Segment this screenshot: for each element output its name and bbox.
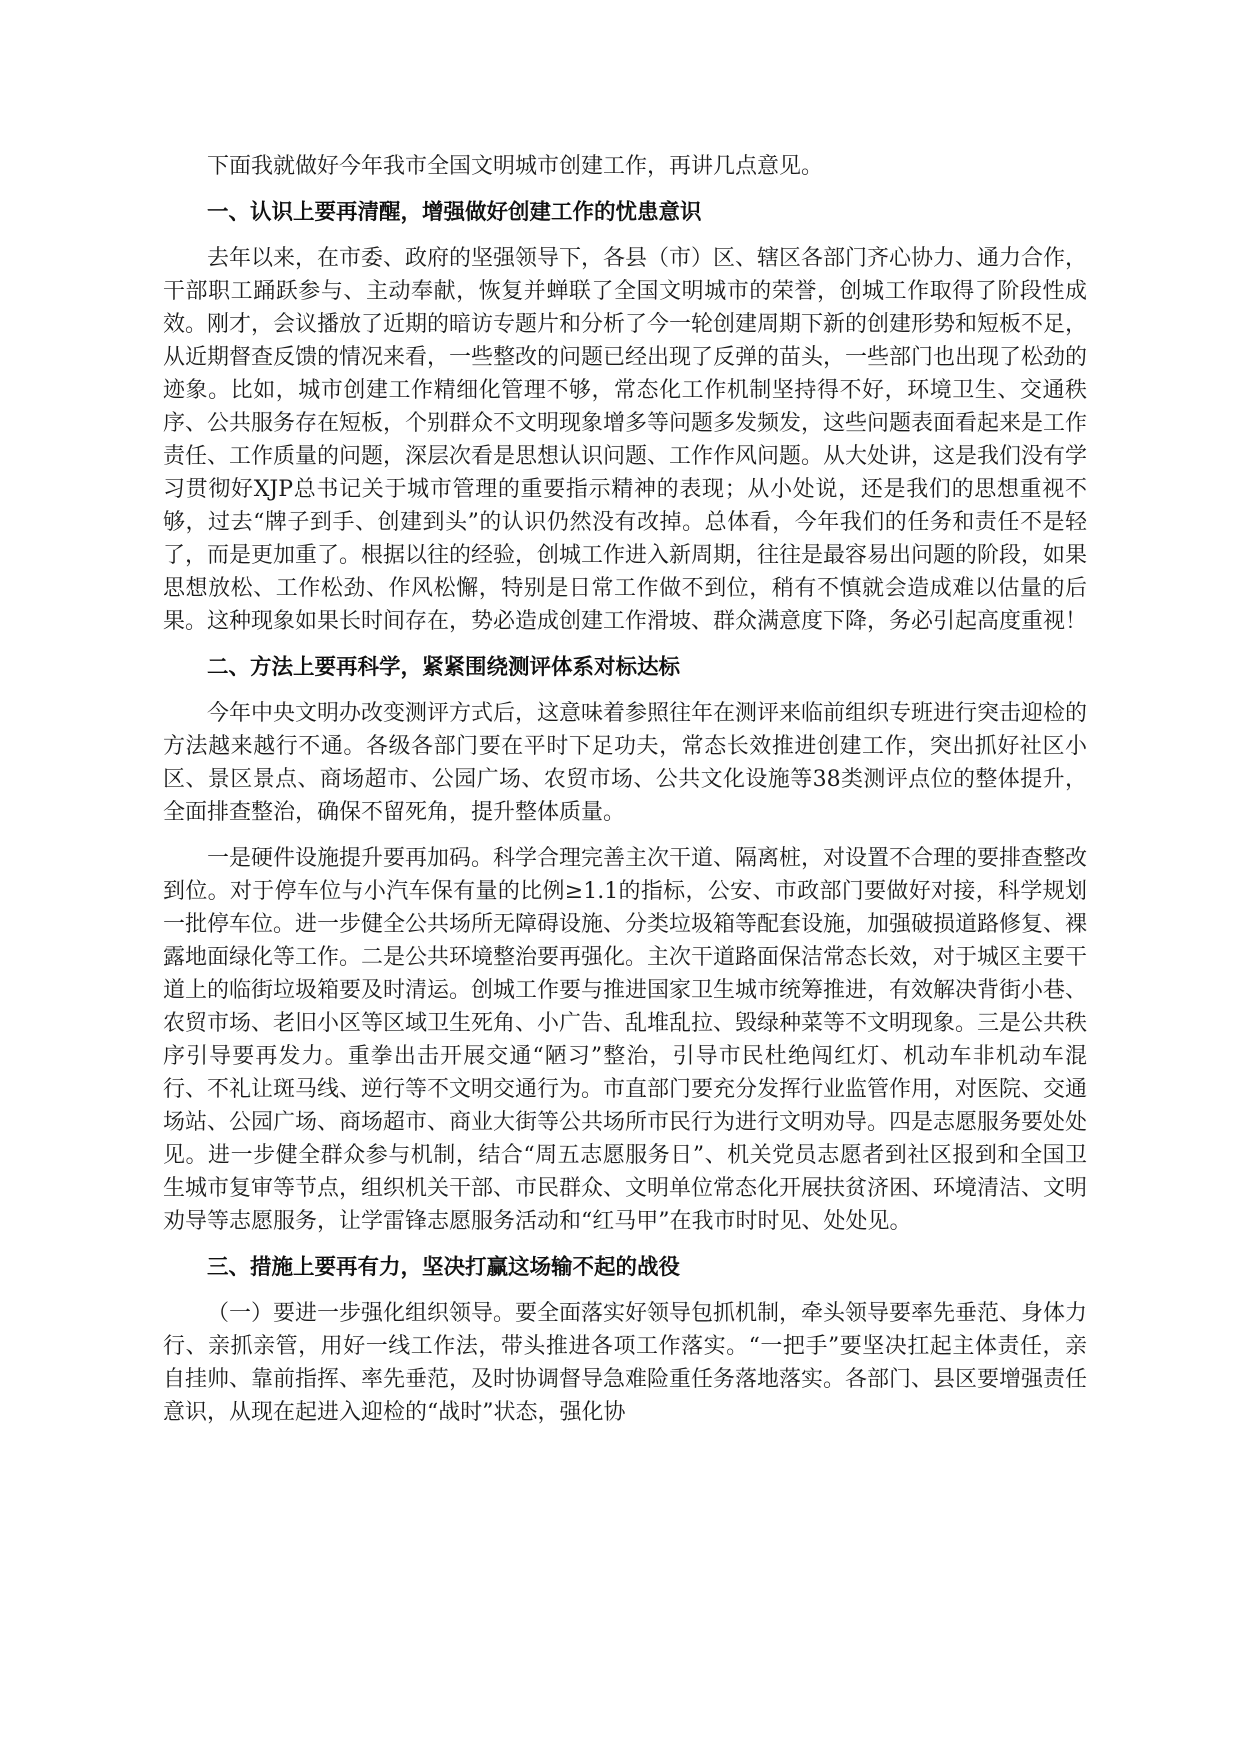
section-2-heading: 二、方法上要再科学，紧紧围绕测评体系对标达标 xyxy=(207,655,681,680)
section-2-paragraph-1: 今年中央文明办改变测评方式后，这意味着参照往年在测评来临前组织专班进行突击迎检的方法越来越行不通。各级各部门要在平时下足功夫，常态长效推进创建工作，突出抓好社区小区、景区景点、商场超市、公园广场、农贸市场、公共文化设施等38类测评点位的整体提升，全面排查整治，确保不留死角，提升整体质量。 xyxy=(163,701,1088,825)
section-1-paragraph: 去年以来，在市委、政府的坚强领导下，各县（市）区、辖区各部门齐心协力、通力合作，干部职工踊跃参与、主动奉献，恢复并蝉联了全国文明城市的荣誉，创城工作取得了阶段性成效。刚才，会议播放了近期的暗访专题片和分析了今一轮创建周期下新的创建形势和短板不足，从近期督查反馈的情况来看，一些整改的问题已经出现了反弹的苗头，一些部门也出现了松劲的迹象。比如，城市创建工作精细化管理不够，常态化工作机制坚持得不好，环境卫生、交通秩序、公共服务存在短板，个别群众不文明现象增多等问题多发频发，这些问题表面看起来是工作责任、工作质量的问题，深层次看是思想认识问题、工作作风问题。从大处讲，这是我们没有学习贯彻好XJP总书记关于城市管理的重要指示精神的表现；从小处说，还是我们的思想重视不够，过去“牌子到手、创建到头”的认识仍然没有改掉。总体看，今年我们的任务和责任不是轻了，而是更加重了。根据以往的经验，创城工作进入新周期，往往是最容易出问题的阶段，如果思想放松、工作松劲、作风松懈，特别是日常工作做不到位，稍有不慎就会造成难以估量的后果。这种现象如果长时间存在，势必造成创建工作滑坡、群众满意度下降，务必引起高度重视！ xyxy=(163,246,1088,634)
section-2-paragraph-2: 一是硬件设施提升要再加码。科学合理完善主次干道、隔离桩，对设置不合理的要排查整改到位。对于停车位与小汽车保有量的比例≥1.1的指标，公安、市政部门要做好对接，科学规划一批停车位。进一步健全公共场所无障碍设施、分类垃圾箱等配套设施，加强破损道路修复、裸露地面绿化等工作。二是公共环境整治要再强化。主次干道路面保洁常态长效，对于城区主要干道上的临街垃圾箱要及时清运。创城工作要与推进国家卫生城市统筹推进，有效解决背街小巷、农贸市场、老旧小区等区域卫生死角、小广告、乱堆乱拉、毁绿种菜等不文明现象。三是公共秩序引导要再发力。重拳出击开展交通“陋习”整治，引导市民杜绝闯红灯、机动车非机动车混行、不礼让斑马线、逆行等不文明交通行为。市直部门要充分发挥行业监管作用，对医院、交通场站、公园广场、商场超市、商业大街等公共场所市民行为进行文明劝导。四是志愿服务要处处见。进一步健全群众参与机制，结合“周五志愿服务日”、机关党员志愿者到社区报到和全国卫生城市复审等节点，组织机关干部、市民群众、文明单位常态化开展扶贫济困、环境清洁、文明劝导等志愿服务，让学雷锋志愿服务活动和“红马甲”在我市时时见、处处见。 xyxy=(163,846,1088,1234)
section-3-heading: 三、措施上要再有力，坚决打赢这场输不起的战役 xyxy=(207,1255,681,1280)
document-page xyxy=(163,150,1087,1442)
intro-paragraph: 下面我就做好今年我市全国文明城市创建工作，再讲几点意见。 xyxy=(207,154,824,179)
section-3-paragraph-1: （一）要进一步强化组织领导。要全面落实好领导包抓机制，牵头领导要率先垂范、身体力行、亲抓亲管，用好一线工作法，带头推进各项工作落实。“一把手”要坚决扛起主体责任，亲自挂帅、靠前指挥、率先垂范，及时协调督导急难险重任务落地落实。各部门、县区要增强责任意识，从现在起进入迎检的“战时”状态，强化协 xyxy=(163,1301,1088,1425)
section-1-heading: 一、认识上要再清醒，增强做好创建工作的忧患意识 xyxy=(207,200,702,225)
